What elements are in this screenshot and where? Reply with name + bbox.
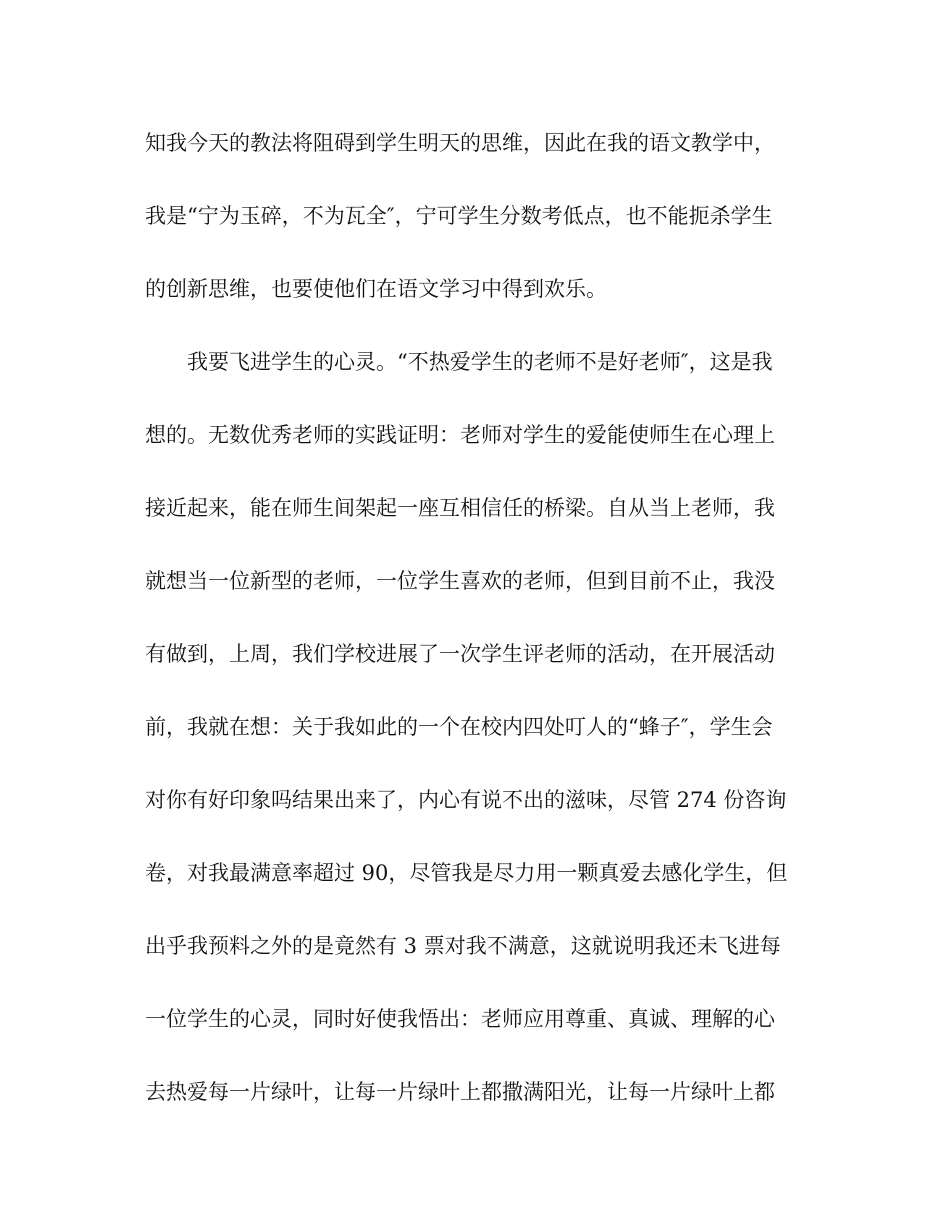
text-line: 对你有好印象吗结果出来了，内心有说不出的滋味，尽管 274 份咨询 (145, 788, 787, 812)
text-line: 去热爱每一片绿叶，让每一片绿叶上都撒满阳光，让每一片绿叶上都 (145, 1080, 775, 1104)
text-line: 前，我就在想：关于我如此的一个在校内四处叮人的“蜂子″，学生会 (145, 715, 773, 739)
text-line: 知我今天的教法将阻碍到学生明天的思维，因此在我的语文教学中， (145, 131, 775, 155)
text-line: 接近起来，能在师生间架起一座互相信任的桥梁。自从当上老师，我 (145, 496, 775, 520)
text-line: 我要飞进学生的心灵。“不热爱学生的老师不是好老师″，这是我 (145, 350, 773, 374)
text-line: 出乎我预料之外的是竟然有 3 票对我不满意，这就说明我还未飞进每 (145, 934, 781, 958)
text-line: 想的。无数优秀老师的实践证明：老师对学生的爱能使师生在心理上 (145, 423, 775, 447)
text-line: 卷，对我最满意率超过 90，尽管我是尽力用一颗真爱去感化学生，但 (145, 861, 788, 885)
text-line: 的创新思维，也要使他们在语文学习中得到欢乐。 (145, 277, 607, 301)
text-line: 有做到，上周，我们学校进展了一次学生评老师的活动，在开展活动 (145, 642, 775, 666)
text-line: 就想当一位新型的老师，一位学生喜欢的老师，但到目前不止，我没 (145, 569, 775, 593)
text-line: 一位学生的心灵，同时好使我悟出：老师应用尊重、真诚、理解的心 (145, 1007, 775, 1031)
text-line: 我是“宁为玉碎，不为瓦全″，宁可学生分数考低点，也不能扼杀学生 (145, 204, 773, 228)
